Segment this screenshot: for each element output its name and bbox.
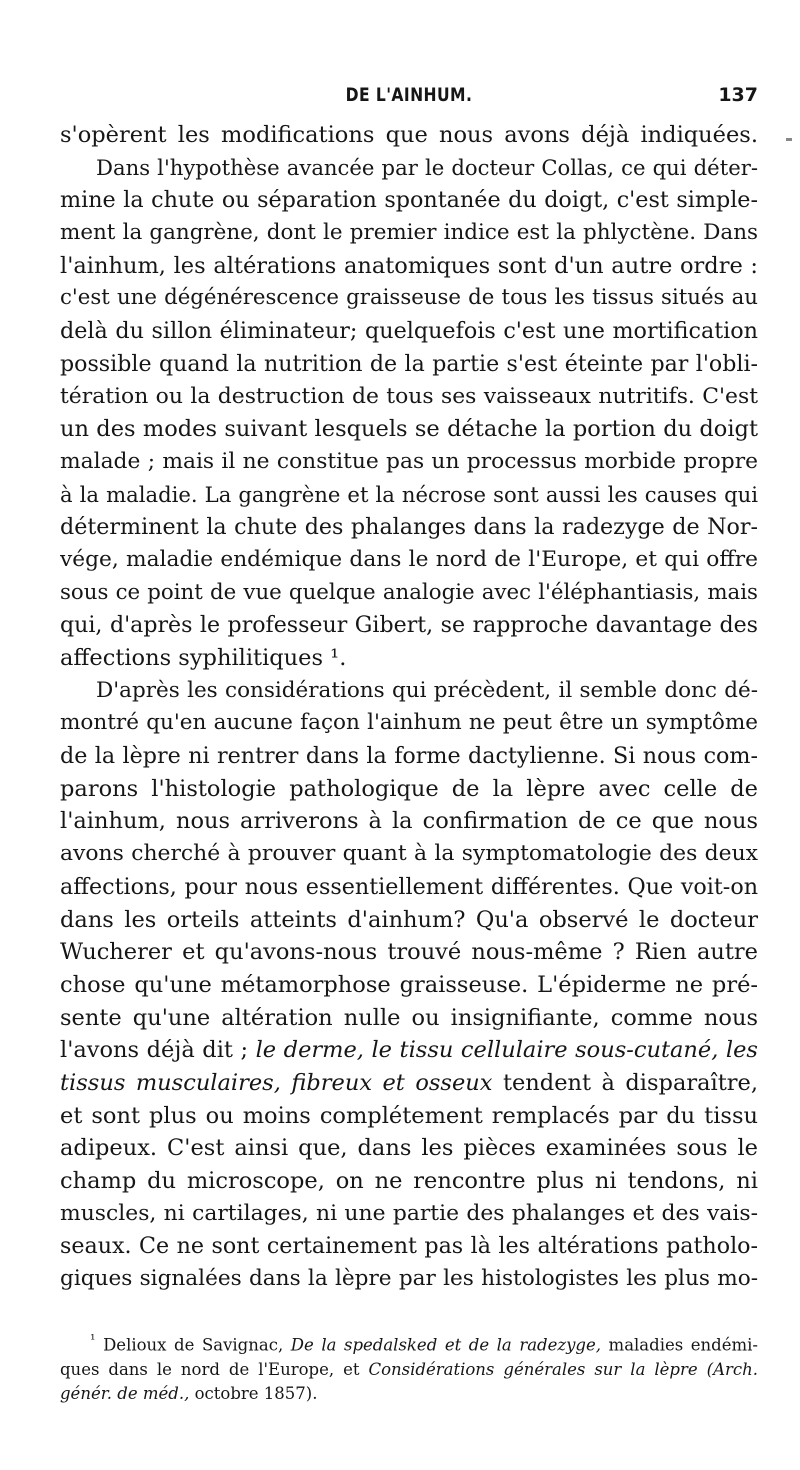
text-fragment: l'avons déjà dit ; (60, 1037, 249, 1064)
margin-mark (786, 138, 792, 141)
footnote-line (60, 1382, 758, 1406)
text-line: c'est une dégénérescence graisseuse de tous les tissus situés au (60, 285, 758, 311)
footnote-text: maladies endémi- (608, 1335, 758, 1355)
text-line-mixed (60, 1034, 758, 1067)
text-line: vége, maladie endémique dans le nord de l'Europe, et qui offre (60, 546, 758, 572)
text-line-mixed (60, 1067, 758, 1100)
text-line: Wucherer et qu'avons-nous trouvé nous-même ? Rien autre (60, 939, 758, 966)
text-line: giques signalées dans la lèpre par les histologistes les plus mo- (60, 1266, 758, 1292)
footnote-marker: ¹ (90, 1332, 96, 1348)
page-header (60, 84, 758, 114)
text-line: D'après les considérations qui précèdent, il semble donc dé- (96, 677, 758, 703)
text-line: parons l'histologie pathologique de la lèpre avec celle de (60, 775, 758, 802)
text-line: à la maladie. La gangrène et la nécrose sont aussi les causes qui (60, 481, 758, 507)
text-line: Dans l'hypothèse avancée par le docteur Collas, ce qui déter- (96, 154, 758, 180)
text-line: montré qu'en aucune façon l'ainhum ne peut être un symptôme (60, 710, 758, 736)
text-line: possible quand la nutrition de la partie s'est éteinte par l'obli- (60, 350, 758, 377)
footnote-text: (Arch. (706, 1359, 758, 1379)
text-line: dans les orteils atteints d'ainhum? Qu'a observé le docteur (60, 906, 758, 933)
running-title: DE L'AINHUM. (345, 84, 473, 106)
text-line: tération ou la destruction de tous ses vaisseaux nutritifs. C'est (60, 383, 758, 409)
body-text (60, 119, 758, 1296)
italic-fragment: tissus musculaires, fibreux et osseux (60, 1069, 493, 1096)
text-fragment: tendent à disparaître, (502, 1069, 758, 1096)
text-line: affections, pour nous essentiellement différentes. Que voit-on (60, 873, 758, 900)
text-line: affections syphilitiques ¹. (60, 645, 347, 671)
text-line: adipeux. C'est ainsi que, dans les pièces examinées sous le (60, 1135, 758, 1162)
footnote-text: ques dans le nord de l'Europe, et (60, 1359, 360, 1379)
text-line: mine la chute ou séparation spontanée du doigt, c'est simple- (60, 187, 758, 214)
page-number: 137 (718, 84, 758, 106)
italic-fragment: le derme, le tissu cellulaire sous-cutané, les (255, 1037, 758, 1064)
text-line: champ du microscope, on ne rencontre plus ni tendons, ni (60, 1168, 758, 1194)
text-line: malade ; mais il ne constitue pas un processus morbide propre (60, 448, 758, 474)
text-line: déterminent la chute des phalanges dans la radezyge de Nor- (60, 514, 758, 541)
text-line: seaux. Ce ne sont certainement pas là les altérations patholo- (60, 1233, 758, 1260)
footnote-title: génér. de méd., (60, 1383, 190, 1403)
footnote-line (60, 1328, 758, 1358)
text-line: qui, d'après le professeur Gibert, se rapproche davantage des (60, 612, 758, 639)
text-line: s'opèrent les modifications que nous avons déjà indiquées. (60, 122, 758, 148)
text-line: muscles, ni cartilages, ni une partie des phalanges et des vais- (60, 1200, 758, 1226)
text-line: sente qu'une altération nulle ou insignifiante, comme nous (60, 1004, 758, 1031)
text-line: l'ainhum, les altérations anatomiques sont d'un autre ordre : (60, 252, 758, 279)
text-line: un des modes suivant lesquels se détache la portion du doigt (60, 416, 758, 443)
text-line: avons cherché à prouver quant à la symptomatologie des deux (60, 841, 758, 867)
footnote (60, 1328, 758, 1406)
footnote-text: octobre 1857). (194, 1383, 318, 1403)
text-line: l'ainhum, nous arriverons à la confirmation de ce que nous (60, 808, 758, 835)
text-line: sous ce point de vue quelque analogie avec l'éléphantiasis, mais (60, 579, 758, 605)
text-line: chose qu'une métamorphose graisseuse. L'épiderme ne pré- (60, 971, 758, 998)
text-line: et sont plus ou moins complétement remplacés par du tissu (60, 1102, 758, 1129)
footnote-text: Delioux de Savignac, (103, 1335, 284, 1355)
footnote-title: De la spedalsked et de la radezyge, (290, 1335, 601, 1355)
footnote-line (60, 1358, 758, 1382)
text-line: de la lèpre ni rentrer dans la forme dactylienne. Si nous com- (60, 743, 758, 770)
text-line: ment la gangrène, dont le premier indice est la phlyctène. Dans (60, 220, 758, 246)
footnote-title: Considérations générales sur la lèpre (368, 1359, 698, 1379)
text-line: delà du sillon éliminateur; quelquefois c'est une mortification (60, 318, 758, 345)
